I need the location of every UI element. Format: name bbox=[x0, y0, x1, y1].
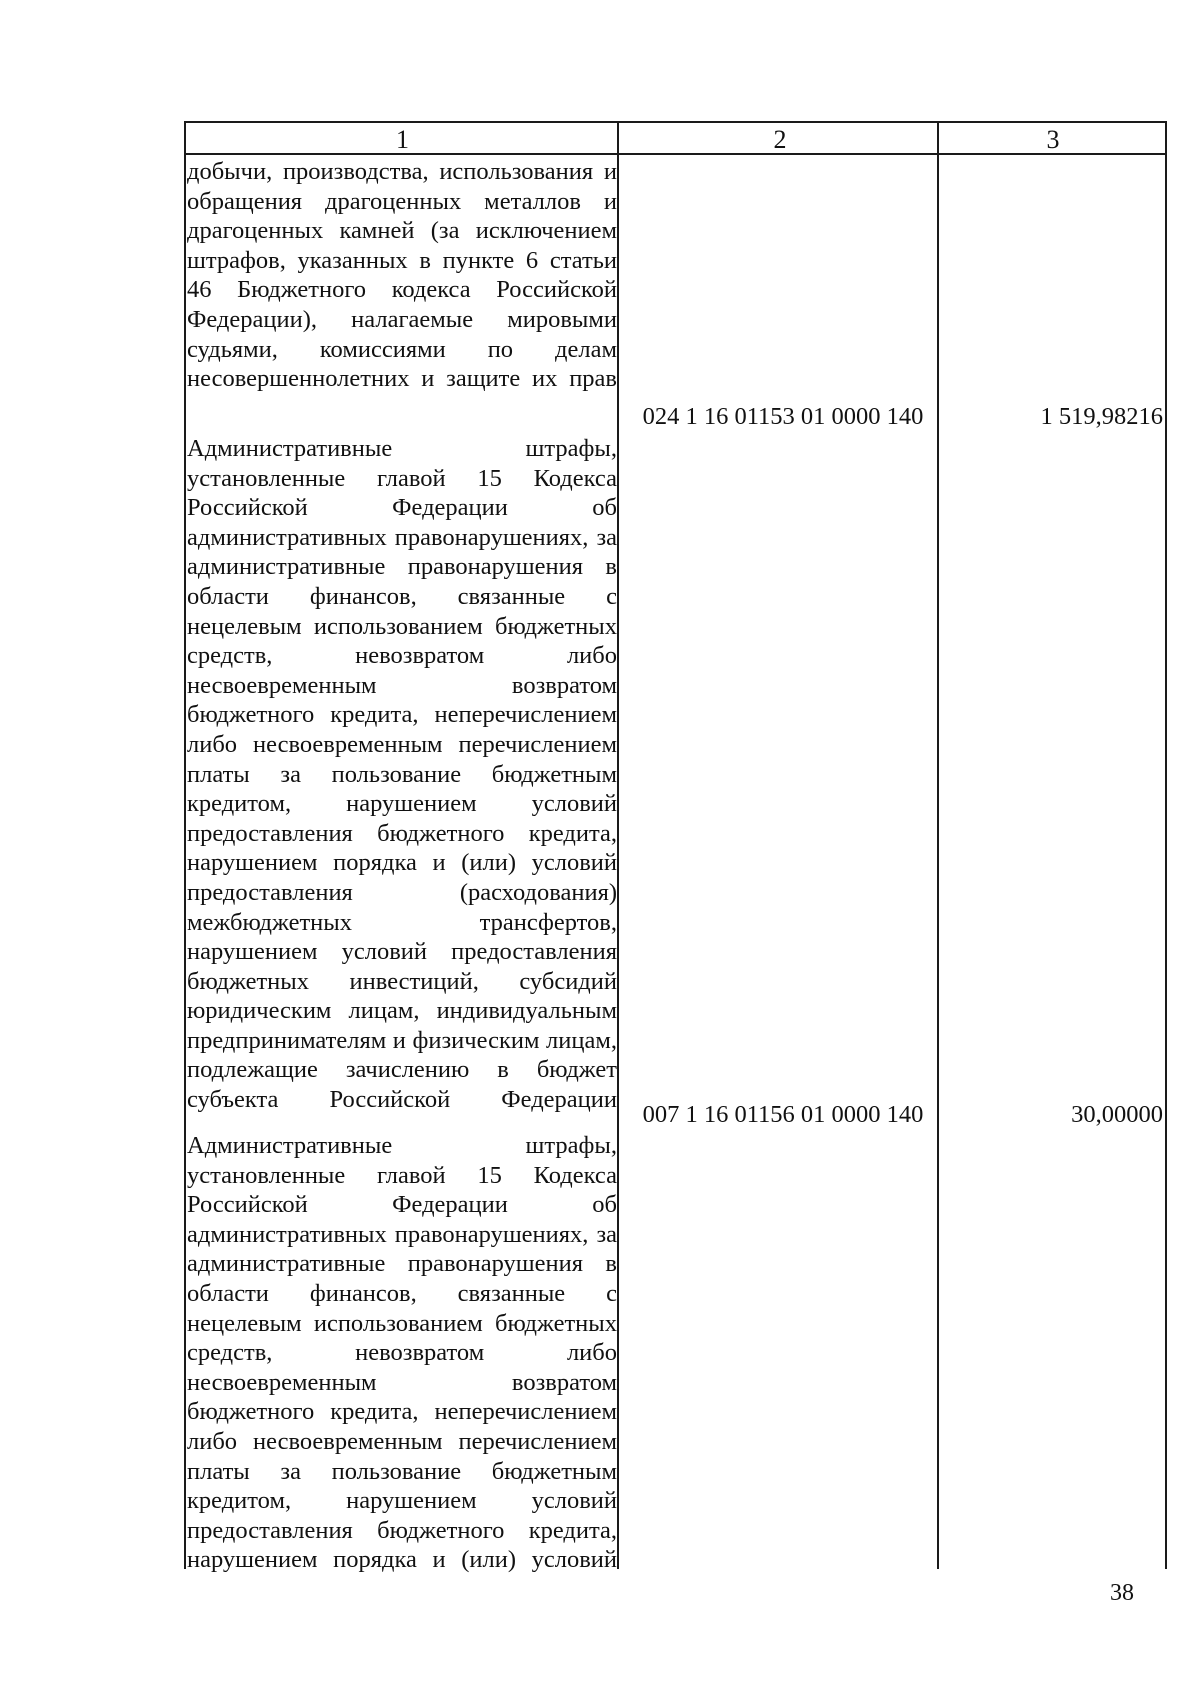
page-number: 38 bbox=[1110, 1580, 1134, 1606]
table-row-2-code: 007 1 16 01156 01 0000 140 bbox=[642, 1101, 924, 1128]
header-col-2: 2 bbox=[773, 125, 787, 154]
table-row-1-amount: 1 519,98216 bbox=[1040, 403, 1163, 430]
table-row-1-description: добычи, производства, использования и обращения драгоценных металлов и драгоценных камней (за исключением штрафов, указанных в пункте 6 статьи 46 Бюджетного кодекса Российской Федерации), налагаемые мировыми судьями, комиссиями по делам несовершеннолетних и защите их прав bbox=[187, 158, 617, 393]
column-separator-1 bbox=[617, 155, 619, 1569]
header-col-3: 3 bbox=[1046, 125, 1060, 154]
header-col-1: 1 bbox=[396, 125, 409, 154]
table-left-border bbox=[184, 155, 186, 1569]
header-separator-2 bbox=[937, 121, 939, 155]
table-row-2-amount: 30,00000 bbox=[1071, 1101, 1163, 1128]
column-separator-2 bbox=[937, 155, 939, 1569]
table-header-row bbox=[184, 121, 1167, 155]
header-separator-1 bbox=[617, 121, 619, 155]
budget-revenue-table bbox=[184, 121, 1167, 1574]
table-right-border bbox=[1165, 155, 1167, 1569]
table-row-3-description: Административные штрафы, установленные главой 15 Кодекса Российской Федерации об административных правонарушениях, за административные правонарушения в области финансов, связанные с нецелевым использованием бюджетных средств, невозвратом либо несвоевременным возвратом бюджетного кредита, неперечислением либо несвоевременным перечислением платы за пользование бюджетным кредитом, нарушением условий предоставления бюджетного кредита, нарушением порядка и (или) условий bbox=[187, 1132, 617, 1574]
table-row-2-description: Административные штрафы, установленные главой 15 Кодекса Российской Федерации об административных правонарушениях, за административные правонарушения в области финансов, связанные с нецелевым использованием бюджетных средств, невозвратом либо несвоевременным возвратом бюджетного кредита, неперечислением либо несвоевременным перечислением платы за пользование бюджетным кредитом, нарушением условий предоставления бюджетного кредита, нарушением порядка и (или) условий предоставления (расходования) межбюджетных трансфертов, нарушением условий предоставления бюджетных инвестиций, субсидий юридическим лицам, индивидуальным предпринимателям и физическим лицам, подлежащие зачислению в бюджет субъекта Российской Федерации bbox=[187, 435, 617, 1114]
table-row-1-code: 024 1 16 01153 01 0000 140 bbox=[642, 403, 924, 430]
